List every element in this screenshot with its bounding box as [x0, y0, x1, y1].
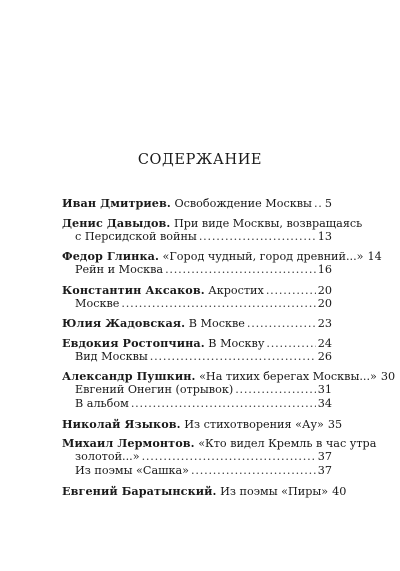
page-number: 37: [317, 450, 332, 463]
toc-line-label: [62, 369, 377, 384]
work-title: Москве: [75, 296, 120, 310]
dot-leader: [266, 337, 315, 351]
toc-entry: [62, 336, 332, 364]
page-number: 13: [317, 229, 332, 243]
toc-line-label: [75, 297, 119, 311]
work-title: При виде Москвы, возвращаясь: [170, 216, 363, 230]
toc-line: [62, 215, 363, 230]
toc-entry: [62, 249, 382, 277]
toc-line: [62, 316, 332, 330]
page-number: 31: [317, 383, 332, 396]
page-number: 35: [327, 417, 343, 431]
toc-line: [62, 297, 332, 311]
toc-line: [62, 336, 332, 350]
toc-entry: [62, 436, 377, 478]
work-title: Из стихотворения «Ау»: [180, 417, 324, 431]
author-name: Юлия Жадовская.: [62, 316, 186, 330]
page-number: 16: [317, 263, 332, 276]
toc-line: [62, 436, 377, 450]
toc-line-label: [75, 397, 129, 411]
toc-line: [62, 383, 332, 397]
work-title: золотой...»: [75, 450, 140, 463]
author-name: Иван Дмитриев.: [62, 196, 171, 210]
toc-entry: [62, 215, 363, 244]
toc-line: [62, 230, 332, 244]
toc-line: [62, 369, 396, 383]
table-of-contents: [62, 196, 396, 503]
work-title: Из поэмы «Сашка»: [75, 464, 190, 477]
toc-line: [62, 350, 332, 364]
dot-leader: [191, 464, 316, 478]
work-title: В Москве: [185, 317, 245, 330]
toc-entry: [62, 316, 332, 330]
toc-line-label: [75, 464, 189, 478]
toc-line-label: [62, 249, 363, 264]
work-title: Евгений Онегин (отрывок): [75, 383, 234, 396]
toc-entry: [62, 483, 347, 498]
work-title: Рейн и Москва: [75, 263, 164, 276]
work-title: В альбом: [75, 397, 129, 410]
toc-line-label: [62, 436, 376, 451]
toc-line: [62, 450, 332, 464]
toc-line-label: [62, 283, 264, 298]
dot-leader: [121, 297, 315, 311]
toc-line-label: [75, 263, 163, 277]
toc-entry: [62, 283, 332, 311]
dot-leader: [165, 263, 316, 277]
toc-line: [62, 397, 332, 411]
author-name: Денис Давыдов.: [62, 215, 171, 230]
toc-line-label: [62, 216, 362, 231]
toc-line-label: [62, 417, 324, 432]
page-number: 14: [367, 250, 382, 263]
toc-line-label: [75, 450, 140, 464]
page-number: 5: [324, 197, 332, 210]
toc-line: [62, 464, 332, 478]
dot-leader: [247, 317, 316, 331]
dot-leader: [142, 450, 316, 464]
toc-line-label: [62, 336, 264, 351]
page-number: 20: [317, 283, 332, 297]
toc-line: [62, 283, 332, 297]
toc-line-label: [75, 383, 233, 397]
work-title: «На тихих берегах Москвы...»: [195, 370, 377, 383]
page-number: 37: [317, 464, 332, 477]
work-title: В Москву: [204, 336, 265, 350]
work-title: «Кто видел Кремль в час утра: [194, 437, 377, 450]
dot-leader: [266, 284, 316, 298]
author-name: Евгений Баратынский.: [62, 483, 217, 498]
author-name: Николай Языков.: [62, 416, 181, 431]
toc-line-label: [75, 230, 197, 244]
toc-entry: [62, 369, 396, 411]
page-number: 24: [317, 336, 332, 350]
toc-line: [62, 196, 332, 210]
work-title: «Город чудный, город древний...»: [159, 250, 364, 263]
toc-line: [62, 483, 347, 498]
work-title: Из поэмы «Пиры»: [216, 484, 329, 498]
work-title: с Персидской войны: [75, 229, 197, 243]
toc-line: [62, 416, 343, 431]
dot-leader: [235, 383, 316, 397]
work-title: Освобождение Москвы: [170, 197, 312, 210]
author-name: Константин Аксаков.: [62, 282, 205, 297]
toc-line-label: [62, 196, 312, 211]
toc-line-label: [75, 350, 148, 364]
toc-line: [62, 263, 332, 277]
page-number: 23: [317, 317, 332, 330]
page-number: 40: [332, 484, 347, 498]
dot-leader: [150, 350, 316, 364]
author-name: Федор Глинка.: [62, 249, 159, 263]
author-name: Евдокия Ростопчина.: [62, 335, 205, 350]
toc-line-label: [62, 316, 245, 331]
author-name: Александр Пушкин.: [62, 369, 196, 383]
dot-leader: [131, 397, 316, 411]
work-title: Вид Москвы: [75, 349, 148, 363]
page-title: СОДЕРЖАНИЕ: [137, 152, 263, 168]
page-number: 20: [317, 296, 332, 310]
toc-entry: [62, 196, 332, 210]
page-number: 30: [380, 370, 396, 383]
toc-entry: [62, 416, 343, 431]
page-number: 26: [317, 349, 332, 363]
dot-leader: [314, 197, 323, 211]
toc-line-label: [62, 484, 328, 499]
dot-leader: [199, 230, 316, 244]
toc-line: [62, 249, 382, 263]
author-name: Михаил Лермонтов.: [62, 436, 195, 450]
work-title: Акростих: [204, 283, 264, 297]
page-number: 34: [317, 397, 332, 410]
